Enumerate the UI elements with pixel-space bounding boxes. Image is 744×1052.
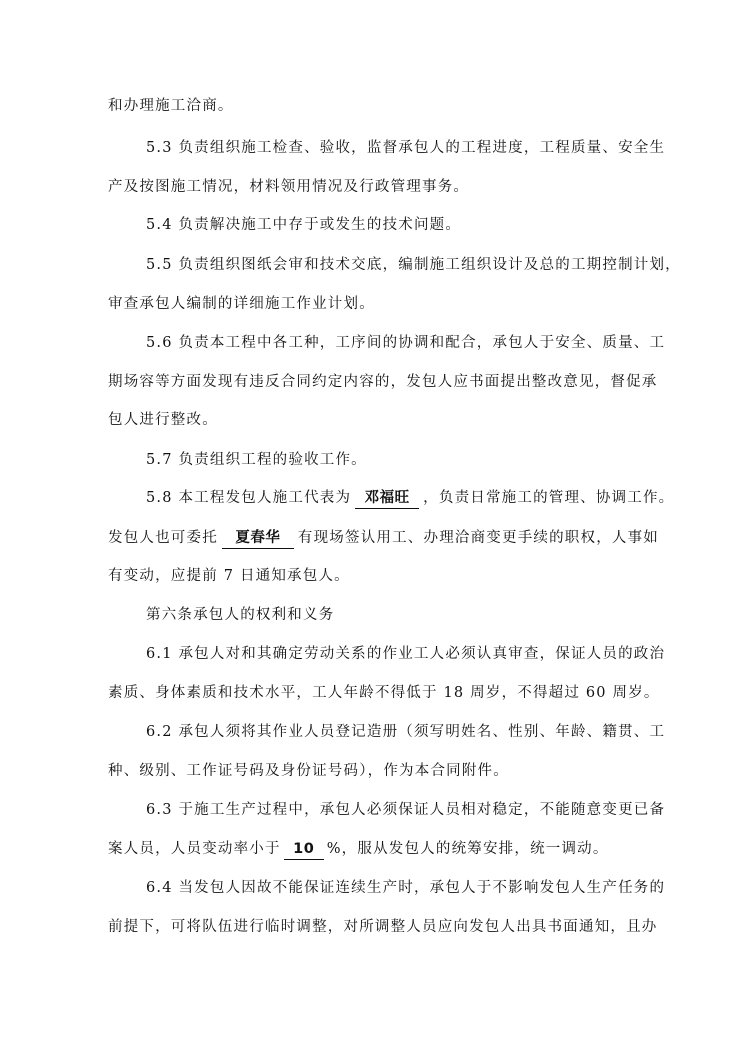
text-line-entrusted [108,528,659,549]
text-line-turnover [108,839,609,860]
text-line: 6.2 承包人须将其作业人员登记造册（须写明姓名、性别、年龄、籍贯、工 [146,724,666,740]
text-segment: 发包人也可委托 [108,530,218,546]
text-line: 5.7 负责组织工程的验收工作。 [146,452,367,468]
text-line: 期场容等方面发现有违反合同约定内容的，发包人应书面提出整改意见，督促承 [108,374,658,390]
section-title: 第六条承包人的权利和义务 [146,607,335,623]
text-line: 种、级别、工作证号码及身份证号码），作为本合同附件。 [108,763,509,779]
text-segment: ，负责日常施工的管理、协调工作。 [423,490,675,506]
text-line: 和办理施工洽商。 [108,98,234,114]
text-line: 5.3 负责组织施工检查、验收，监督承包人的工程进度，工程质量、安全生 [146,140,666,156]
text-line: 包人进行整改。 [108,412,218,428]
text-line: 5.4 负责解决施工中存于或发生的技术问题。 [146,217,462,233]
text-line: 5.5 负责组织图纸会审和技术交底，编制施工组织设计及总的工期控制计划， [146,257,681,273]
text-line: 审查承包人编制的详细施工作业计划。 [108,296,375,312]
text-segment: 有现场签认用工、办理洽商变更手续的职权，人事如 [297,530,660,546]
text-segment: %，服从发包人的统筹安排，统一调动。 [326,841,609,857]
text-line: 6.3 于施工生产过程中，承包人必须保证人员相对稳定，不能随意变更已备 [146,802,666,818]
text-line: 5.6 负责本工程中各工种，工序间的协调和配合，承包人于安全、质量、工 [146,335,666,351]
text-line: 6.4 当发包人因故不能保证连续生产时，承包人于不影响发包人生产任务的 [146,880,666,896]
text-line: 有变动，应提前 7 日通知承包人。 [108,568,350,584]
text-segment: 5.8 本工程发包人施工代表为 [146,490,352,506]
construction-representative-name: 邓福旺 [355,488,419,509]
turnover-rate-value: 10 [284,839,324,860]
text-line: 6.1 承包人对和其确定劳动关系的作业工人必须认真审查，保证人员的政治 [146,646,666,662]
text-line: 前提下，可将队伍进行临时调整，对所调整人员应向发包人出具书面通知，且办 [108,919,658,935]
entrusted-person-name: 夏春华 [222,528,294,549]
text-line: 素质、身体素质和技术水平，工人年龄不得低于 18 周岁，不得超过 60 周岁。 [108,685,660,701]
text-segment: 案人员，人员变动率小于 [108,841,281,857]
text-line-5-8 [146,488,674,509]
text-line: 产及按图施工情况，材料领用情况及行政管理事务。 [108,179,470,195]
